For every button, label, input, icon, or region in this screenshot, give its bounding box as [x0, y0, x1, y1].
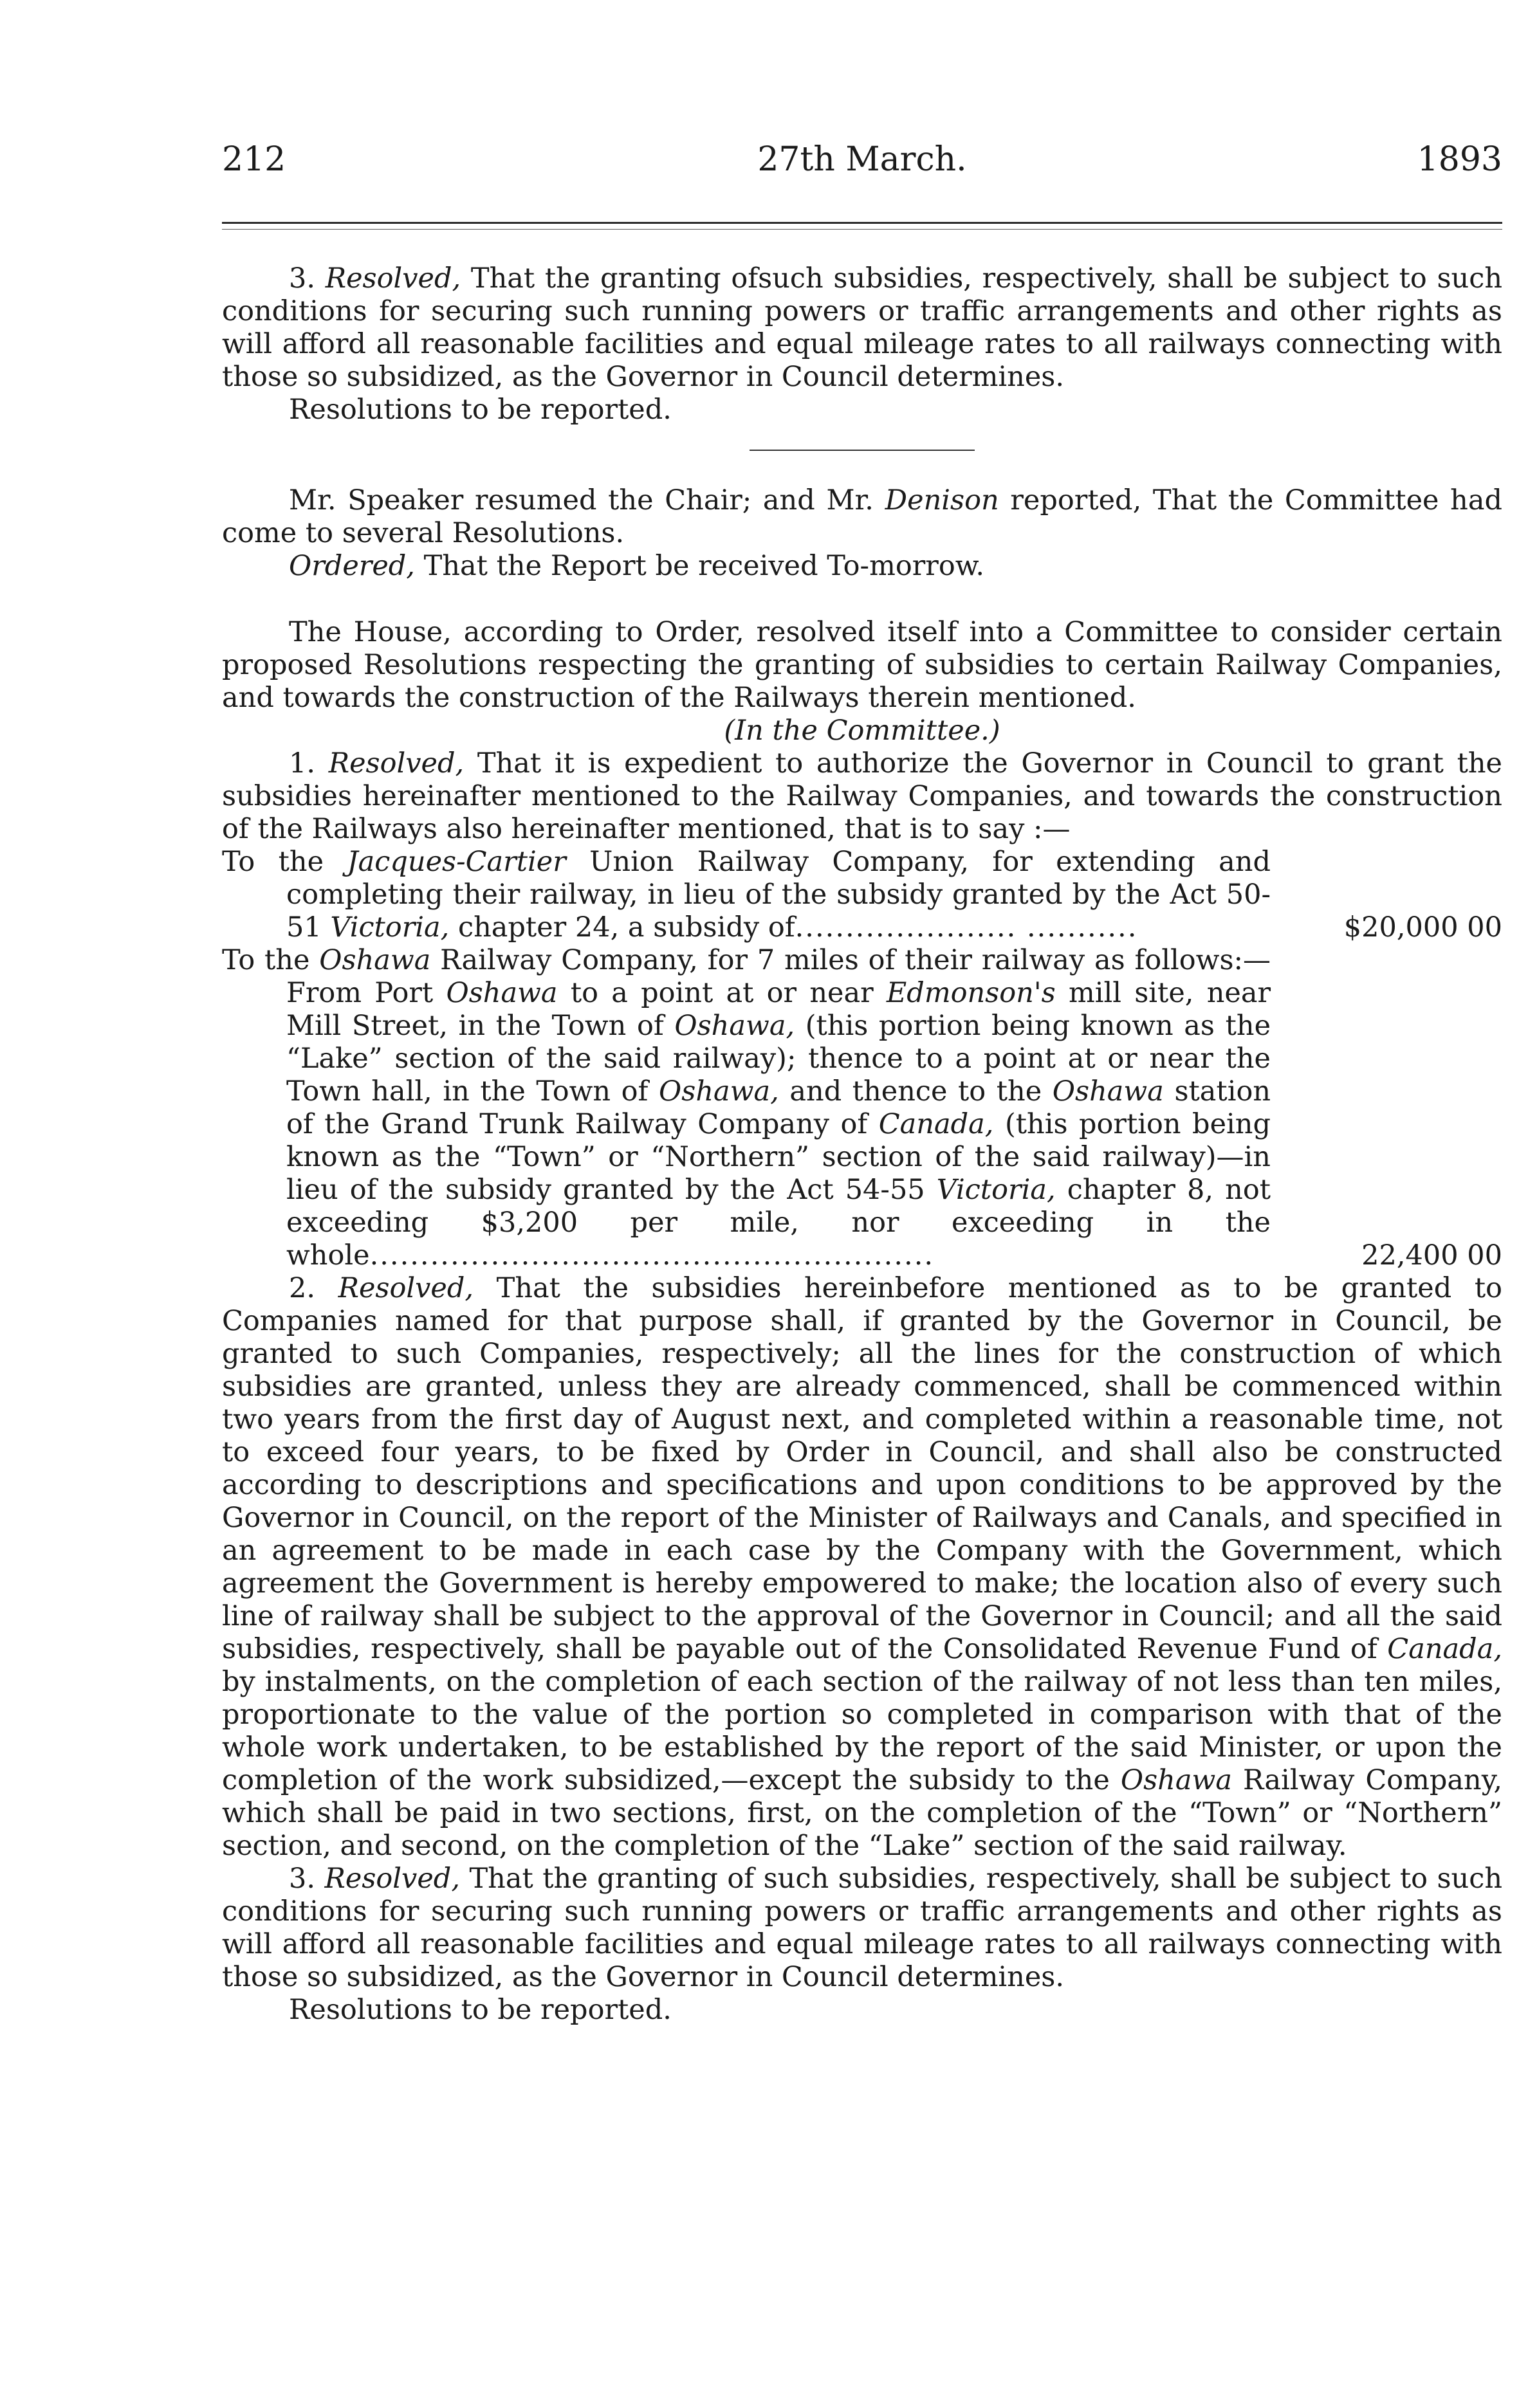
resolution-text-3: Railway Company, which shall be paid in two sections, first, on the completion of the “Town” or “Northern” section, and second, on the completion of the “Lake” section of the said railway.: [222, 1764, 1503, 1862]
spacer: [222, 583, 1502, 616]
place-name: Canada,: [1387, 1633, 1502, 1665]
entry-text: (this portion being known as the “Town” or “Northern” section of the said railway)—in lieu of the subsidy granted by the Act 54-55: [286, 1108, 1271, 1206]
company-name: Oshawa: [1120, 1764, 1232, 1796]
resolved-word: Resolved,: [338, 1272, 474, 1304]
act-name: Victoria,: [936, 1174, 1056, 1206]
entry-text: and thence to the: [789, 1075, 1042, 1108]
entry-text: To the: [222, 846, 324, 878]
place-name: Oshawa: [446, 977, 558, 1009]
subsidy-entry-jacques-cartier: [222, 846, 1502, 944]
resolutions-reported-line: Resolutions to be reported.: [289, 394, 672, 426]
subsidy-entry-oshawa: [222, 944, 1502, 1272]
speaker-text-2: reported, That the Committee had come to several Resolutions.: [222, 484, 1502, 549]
running-header: [222, 140, 1502, 192]
committee-note-text: (In the Committee.): [724, 715, 1000, 747]
place-name: Oshawa,: [674, 1010, 795, 1042]
place-name: Edmonson's: [886, 977, 1056, 1009]
resolved-word: Resolved,: [328, 747, 465, 780]
resolution-text: That the subsidies hereinbefore mentioned as to be granted to Companies named for that purpose shall, if granted by the Governor in Council, be granted to such Companies, respectively; all the lines for the construction of which subsidies are granted, unless they are already commenced, shall be commenced within two years from the first day of August next, and completed within a reasonable time, not to exceed four years, to be fixed by Order in Council, and shall also be constructed according to descriptions and specifications and upon conditions to be approved by the Governor in Council, on the report of the Minister of Railways and Canals, and specified in an agreement to be made in each case by the Company with the Government, which agreement the Government is hereby empowered to make; the location also of every such line of railway shall be subject to the approval of the Governor in Council; and all the said subsidies, respectively, shall be payable out of the Consolidated Revenue Fund of: [222, 1272, 1502, 1665]
resolution-3: [222, 1863, 1502, 1994]
resolution-2: [222, 1272, 1502, 1863]
resolution-number: 1.: [289, 747, 316, 780]
member-name: Denison: [885, 484, 999, 516]
header-rule-thin: [222, 229, 1502, 230]
entry-text: chapter 8, not exceeding $3,200 per mile, nor exceeding in the whole: [286, 1174, 1271, 1272]
ordered-word: Ordered,: [289, 550, 415, 582]
leader-dots: ...................... ...........: [795, 911, 1138, 944]
resolution-number: 2.: [289, 1272, 316, 1304]
speaker-text: Mr. Speaker resumed the Chair; and Mr.: [289, 484, 874, 516]
act-name: Victoria,: [330, 911, 450, 944]
entry-text: station of the Grand Trunk Railway Company of: [286, 1075, 1271, 1140]
speaker-paragraph: [222, 484, 1502, 550]
committee-note: [222, 715, 1502, 747]
resolution-text: That it is expedient to authorize the Governor in Council to grant the subsidies hereinafter mentioned to the Railway Companies, and towards the construction of the Railways also hereinafter mentioned, that is to say :—: [222, 747, 1502, 845]
company-name: Jacques-Cartier: [347, 846, 566, 878]
subsidy-amount: $20,000 00: [1343, 911, 1502, 944]
entry-text: to a point at or near: [570, 977, 874, 1009]
ordered-paragraph: [222, 550, 1502, 583]
entry-text: Railway Company, for 7 miles of their railway as follows:—From Port: [286, 944, 1271, 1009]
entry-text: chapter 24, a subsidy of: [457, 911, 795, 944]
entry-text: Union Railway Company, for extending and completing their railway, in lieu of the subsidy granted by the Act 50-51: [286, 846, 1271, 944]
resolution-number: 3.: [289, 262, 316, 295]
resolution-1: [222, 747, 1502, 846]
entry-text: To the: [222, 944, 310, 976]
place-name: Oshawa: [1052, 1075, 1164, 1108]
resolution-3-continued: [222, 262, 1502, 394]
resolved-word: Resolved,: [325, 262, 461, 295]
header-year: 1893: [1417, 140, 1502, 179]
subsidy-amount: 22,400 00: [1361, 1239, 1502, 1272]
entry-text: (this portion being known as the “Lake” section of the said railway); thence to a point at or near the Town hall, in the Town of: [286, 1010, 1271, 1108]
ordered-text: That the Report be received To-morrow.: [423, 550, 985, 582]
resolution-text: That the granting of such subsidies, respectively, shall be subject to such conditions for securing such running powers or traffic arrangements and other rights as will afford all reasonable facilities and equal mileage rates to all railways connecting with those so subsidized, as the Governor in Council determines.: [222, 1863, 1503, 1993]
entry-text: mill site, near Mill Street, in the Town of: [286, 977, 1271, 1042]
company-name: Oshawa: [319, 944, 431, 976]
section-separator: [750, 450, 975, 451]
resolution-number: 3.: [289, 1863, 316, 1895]
document-body: [222, 262, 1502, 2027]
resolutions-reported-line: Resolutions to be reported.: [289, 1994, 672, 2026]
header-rule: [222, 222, 1502, 224]
house-paragraph: The House, according to Order, resolved itself into a Committee to consider certain proposed Resolutions respecting the granting of subsidies to certain Railway Companies, and towards the construction of the Railways therein mentioned.: [222, 616, 1502, 714]
resolved-word: Resolved,: [324, 1863, 460, 1895]
leader-dots: ........................................................: [369, 1239, 935, 1272]
resolution-text-2: by instalments, on the completion of each section of the railway of not less than ten miles, proportionate to the value of the portion so completed in comparison with that of the whole work undertaken, to be established by the report of the said Minister, or upon the completion of the work subsidized,—except the subsidy to the: [222, 1666, 1502, 1796]
resolution-text: That the granting ofsuch subsidies, respectively, shall be subject to such conditions for securing such running powers or traffic arrangements and other rights as will afford all reasonable facilities and equal mileage rates to all railways connecting with those so subsidized, as the Governor in Council determines.: [222, 262, 1503, 393]
place-name: Canada,: [878, 1108, 994, 1140]
header-date: 27th March.: [757, 140, 967, 179]
place-name: Oshawa,: [659, 1075, 779, 1108]
page-number: 212: [222, 140, 286, 179]
